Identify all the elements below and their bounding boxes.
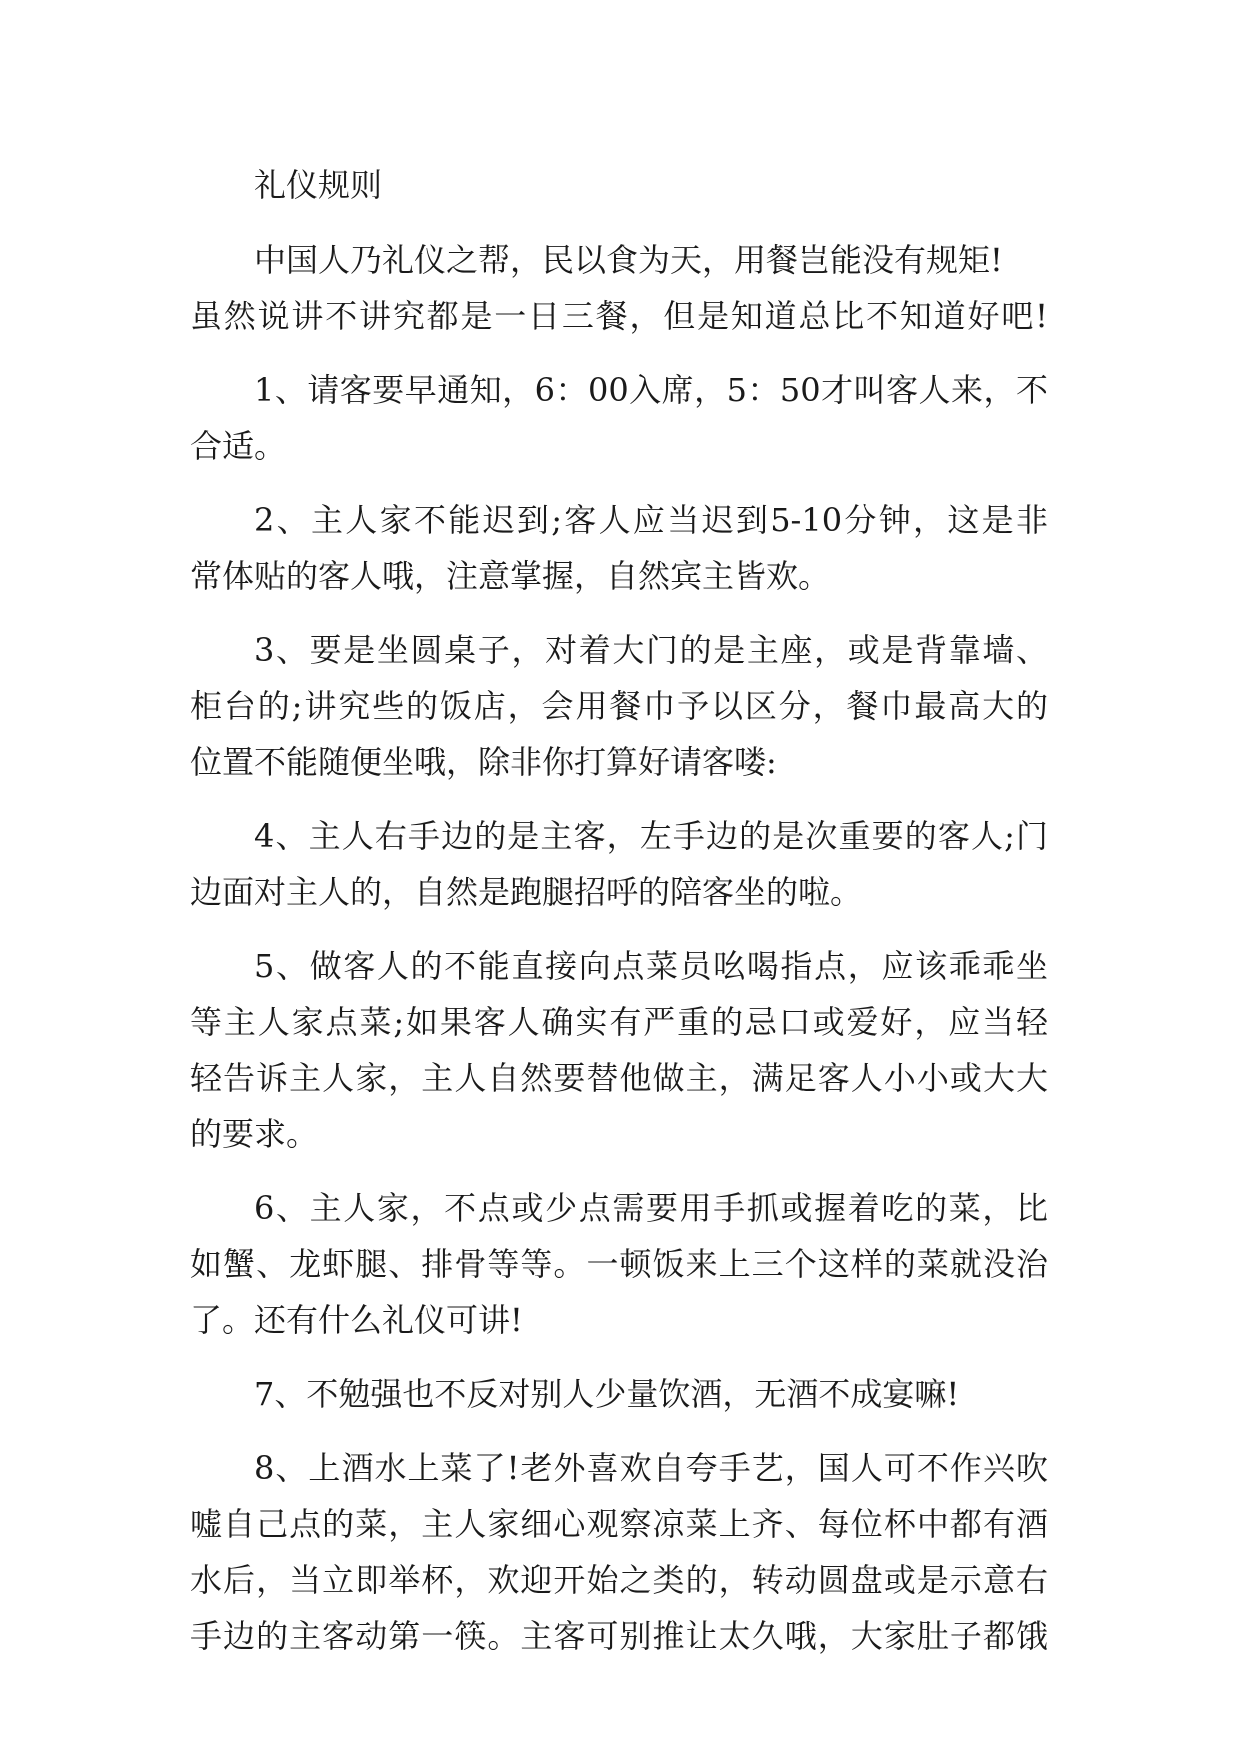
paragraph-line: 嘘自己点的菜，主人家细心观察凉菜上齐、每位杯中都有酒 <box>190 1505 1048 1543</box>
paragraph-line: 5、做客人的不能直接向点菜员吆喝指点，应该乖乖坐 <box>254 947 1048 985</box>
paragraph-line: 7、不勉强也不反对别人少量饮酒，无酒不成宴嘛! <box>254 1375 960 1413</box>
paragraph-line: 8、上酒水上菜了!老外喜欢自夸手艺，国人可不作兴吹 <box>254 1449 1048 1487</box>
paragraph-line: 2、主人家不能迟到;客人应当迟到5-10分钟，这是非 <box>254 501 1048 539</box>
paragraph-line: 虽然说讲不讲究都是一日三餐，但是知道总比不知道好吧! <box>190 297 1048 335</box>
paragraph-line: 合适。 <box>190 427 287 465</box>
paragraph-line: 边面对主人的，自然是跑腿招呼的陪客坐的啦。 <box>190 873 863 911</box>
paragraph-line: 柜台的;讲究些的饭店，会用餐巾予以区分，餐巾最高大的 <box>190 687 1048 725</box>
document-title: 礼仪规则 <box>254 166 383 204</box>
paragraph-line: 的要求。 <box>190 1115 319 1153</box>
paragraph-line: 6、主人家，不点或少点需要用手抓或握着吃的菜，比 <box>254 1189 1048 1227</box>
paragraph-line: 水后，当立即举杯，欢迎开始之类的，转动圆盘或是示意右 <box>190 1561 1048 1599</box>
paragraph-line: 常体贴的客人哦，注意掌握，自然宾主皆欢。 <box>190 557 831 595</box>
paragraph-line: 等主人家点菜;如果客人确实有严重的忌口或爱好，应当轻 <box>190 1003 1048 1041</box>
paragraph-line: 了。还有什么礼仪可讲! <box>190 1301 523 1339</box>
paragraph-line: 位置不能随便坐哦，除非你打算好请客喽: <box>190 743 777 781</box>
document-body <box>190 156 1048 1664</box>
paragraph-line: 如蟹、龙虾腿、排骨等等。一顿饭来上三个这样的菜就没治 <box>190 1245 1048 1283</box>
paragraph-line: 3、要是坐圆桌子，对着大门的是主座，或是背靠墙、 <box>254 631 1048 669</box>
paragraph-line: 轻告诉主人家，主人自然要替他做主，满足客人小小或大大 <box>190 1059 1048 1097</box>
paragraph-line: 4、主人右手边的是主客，左手边的是次重要的客人;门 <box>254 817 1048 855</box>
paragraph-line: 1、请客要早通知，6：00入席，5：50才叫客人来，不 <box>254 371 1048 409</box>
paragraph-line: 中国人乃礼仪之帮，民以食为天，用餐岂能没有规矩! <box>254 241 1003 279</box>
paragraph-line: 手边的主客动第一筷。主客可别推让太久哦，大家肚子都饿 <box>190 1617 1048 1655</box>
